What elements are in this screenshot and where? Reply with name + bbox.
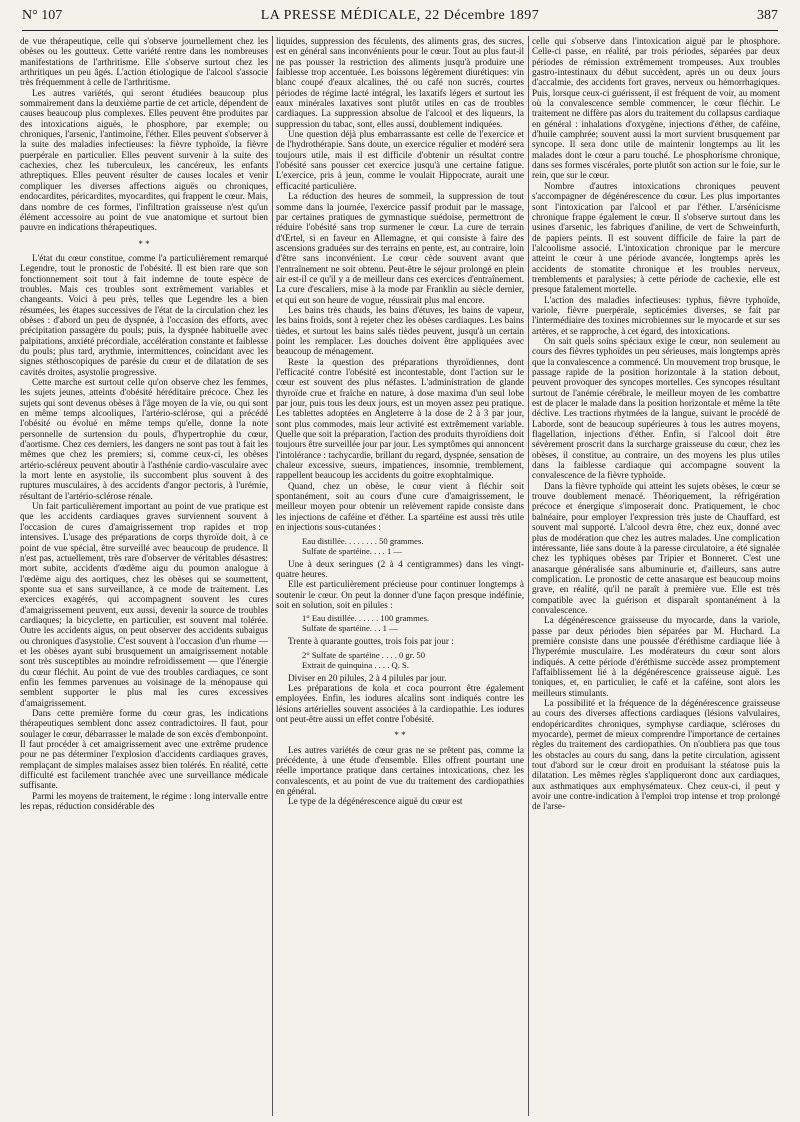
paragraph: Trente à quarante gouttes, trois fois par jour : (288, 636, 454, 647)
paragraph: Cette marche est surtout celle qu'on observe chez les femmes, les sujets jeunes, atteints d'obésité héréditaire précoce. Chez les sujets qui sont devenus obèses à l'âge moyen de la vie, ou qui sont en même temps alcooliques, l'artério-sclérose, qui a précédé l'obésité ou évolué en même temps qu'elle, donne la note personnelle de surtension du pouls, d'hypertrophie du cœur, d'aortisme. Chez ces derniers, les dangers ne sont pas tout à fait les mêmes que chez les premiers; si, comme ceux-ci, les obèses artério-scléreux peuvent aboutir à l'asthénie cardio-vasculaire avec la mort lente en asystolie, ils succombent plus souvent à des ruptures musculaires, à des accidents d'angor pectoris, à l'urémie, résultant de l'artério-sclérose rénale. (20, 377, 268, 501)
formula-line: Eau distillée. . . . . . . . 50 grammes. (302, 535, 424, 546)
paragraph: Parmi les moyens de traitement, le régime : long intervalle entre les repas, réduction considérable des (20, 790, 268, 812)
paragraph: Un fait particulièrement important au point de vue pratique est que les accidents cardiaques graves surviennent souvent à l'occasion de cures d'amaigrissement trop rapides et trop intensives. L'usage des préparations de corps thyroïde doit, à ce point de vue spécial, être surveillé avec beaucoup de prudence. Il n'est pas, actuellement, très rare d'observer de véritables désastres: mort subite, accidents d'œdème aigu du poumon analogue à l'œdème aigu des aortiques, chez les obèses qui se soumettent, sponte sua et sans surveillance, à ce mode de traitement. Les exercices exagérés, qui accompagnent souvent les cures d'amaigrissement peuvent, eux aussi, devenir la source de troubles cardiaques; la bicyclette, en particulier, est souvent mal tolérée. Outre les accidents aigus, on peut observer des accidents subaigus ou chroniques d'asystolie. C'est souvent à l'occasion d'un rhume — et les obèses ayant subi brusquement un amaigrissement notable sont très susceptibles au moindre refroidissement — que l'énergie du cœur fléchit. Au point de vue des troubles cardiaques, ce sont enfin les femmes parvenues au voisinage de la ménopause qui semblent supporter le plus mal les cures excessives d'amaigrissement. (20, 501, 268, 708)
column-1 (20, 36, 268, 1116)
paragraph: La possibilité et la fréquence de la dégénérescence graisseuse au cours des diverses affections cardiaques (lésions valvulaires, endopéricardites chroniques, symphyse cardiaque, scléroses du myocarde), permet de mieux comprendre l'importance de certaines règles du traitement des cardiopathies. On n'oubliera pas que tous les obstacles au cours du sang, dans la petite circulation, agissent tout d'abord sur le cœur droit en produisant la stéatose puis la dilatation. Les mêmes règles s'appliqueront donc aux cardiaques, aux asthmatiques aux emphysémateux. Chez ceux-ci, il peut y avoir une contre-indication à l'emploi trop intense et trop prolongé de l'arse- (532, 698, 780, 812)
paragraph: On sait quels soins spéciaux exige le cœur, non seulement au cours des fièvres typhoïdes un peu sérieuses, mais longtemps après que la convalescence a commencé. Un mouvement trop brusque, le passage rapide de la position horizontale à la station debout, peuvent provoquer des syncopes mortelles. Ces syncopes résultant surtout de l'anémie cérébrale, le meilleur moyen de les combattre est de placer le malade dans la position horizontale et même la tête déclive. Les tractions rhytmées de la langue, suivant le procédé de Laborde, sont de beaucoup supérieures à tous les autres moyens, flagellation, injections d'éther. Enfin, si l'alcool doit être sévèrement proscrit dans la surcharge graisseuse du cœur, chez les obèses, il constitue, au contraire, un des moyens les plus utiles dans la faiblesse cardiaque qui accompagne souvent la convalescence de la fièvre typhoïde. (532, 335, 780, 481)
column-3 (532, 36, 780, 1116)
section-separator: * * (394, 730, 406, 741)
paragraph: Diviser en 20 pilules, 2 à 4 pilules par jour. (288, 672, 447, 683)
formula-line: 2° Sulfate de spartéine . . . . 0 gr. 50 (302, 649, 426, 660)
issue-number: N° 107 (22, 8, 63, 23)
column-2 (276, 36, 524, 1116)
paragraph: Une question déjà plus embarrassante est celle de l'exercice et de l'hydrothérapie. Sans doute, un exercice régulier et modéré sera toujours utile, mais il est difficile d'obtenir un résultat contre l'obésité sans pousser cet exercice jusqu'à une certaine fatigue. L'exercice, pris à jeun, comme le voulait Hippocrate, aurait une efficacité particulière. (276, 129, 524, 191)
paragraph: La dégénérescence graisseuse du myocarde, dans la variole, passe par deux périodes bien séparées par M. Huchard. La première consiste dans une poussée d'éréthisme cardiaque liée à l'hyperémie musculaire. Les modérateurs du cœur sont alors indiqués. A cette période d'éréthisme succède assez promptement l'affaiblissement lié à la dégénérescence graisseuse aiguë. Les toniques, et, en particulier, le café et la caféine, sont alors les meilleurs stimulants. (532, 615, 780, 698)
formula-line: 1° Eau distillée. . . . . . 100 grammes. (302, 613, 430, 624)
paragraph: Nombre d'autres intoxications chroniques peuvent s'accompagner de dégénérescence du cœur. Les plus importantes sont l'intoxication par l'alcool et par l'éther. L'arsénicisme chronique frappe également le cœur. Il s'observe surtout dans les usines d'arsenic, les fabriques d'aniline, de vert de Schweinfurth, de papiers peints. Il est souvent difficile de faire la part de l'alcoolisme associé. L'intoxication chronique par le mercure atteint le cœur à une période avancée, longtemps après les accidents de stomatite chronique et les troubles nerveux, tremblements et paralysies; à cette période de cachexie, elle est presque fatalement mortelle. (532, 180, 780, 295)
paragraph: Le type de la dégénérescence aiguë du cœur est (288, 796, 463, 807)
paragraph: Dans la fièvre typhoïde qui atteint les sujets obèses, le cœur se trouve doublement menacé. Théoriquement, la réfrigération précoce et énergique s'imposerait donc. Pratiquement, le choc balnéaire, pour employer l'expression très juste de Chauffard, est souvent mal supporté. L'alcool devra être, chez eux, donné avec plus de modération que chez les autres malades. Une complication intéressante, liée sans doute à la paresse circulatoire, a été signalée chez les typhiques obèses par Tripier et Bonneret. C'est une anasarque généralisée sans albuminurie et, d'ailleurs, sans autre complication. Le pronostic de cette anasarque est beaucoup moins grave, en réalité, qu'il ne paraît à première vue. Elle est très compatible avec la guérison et disparaît spontanément à la convalescence. (532, 480, 780, 615)
formula-line: Sulfate de spartéine. . . . 1 — (302, 545, 402, 556)
paragraph: celle qui s'observe dans l'intoxication aiguë par le phosphore. Celle-ci passe, en réalité, par trois périodes, séparées par deux périodes de rémission extrêmement trompeuses. Aux troubles gastro-intestinaux du début succèdent, après un ou deux jours d'accalmie, des accidents fort graves, nerveux ou hémorrhagiques. Puis, lorsque ceux-ci guérissent, il est fréquent de voir, au moment où la convalescence semble commencer, le cœur fléchir. Le traitement ne diffère pas alors du traitement du collapsus cardiaque en général : inhalations d'oxygène, injections d'éther, de caféine, d'huile camphrée; souvent aussi la mort survient brusquement par syncope. Il sera donc utile de maintenir longtemps au lit les malades dont le cœur a paru touché. Le phosphorisme chronique, dans ses formes viscérales, porte plutôt son action sur le foie, sur le rein, que sur le cœur. (532, 36, 780, 181)
formula-line: Sulfate de spartéine. . . 1 — (302, 623, 398, 634)
section-separator: * * (138, 238, 150, 249)
paragraph: Reste la question des préparations thyroïdiennes, dont l'efficacité contre l'obésité est incontestable, dont l'action sur le cœur est souvent des plus néfastes. L'administration de glande thyroïde crue et fraîche en nature, à dose maxima d'un seul lobe par jour, puis tous les deux jours, est un moyen assez peu pratique. Les tablettes adoptées en Angleterre à la dose de 2 à 3 par jour, sont plus commodes, mais leur activité est extrêmement variable. Quelle que soit la préparation, l'action des produits thyroïdiens doit toujours être surveillée jour par jour. Les symptômes qui annoncent l'intolérance : tachycardie, brillant du regard, dyspnée, sensation de chaleur excessive, sueurs, impatiences, insomnie, tremblement, rappellent beaucoup les accidents du goitre exophtalmique. (276, 356, 524, 481)
article-body (20, 36, 780, 1116)
paragraph: Les autres variétés de cœur gras ne se prêtent pas, comme la précédente, à une étude d'ensemble. Elles offrent pourtant une réelle importance pratique dans certaines intoxications, chez les convalescents, et au point de vue du traitement des cardiopathies en général. (276, 744, 524, 796)
column-rule (272, 36, 273, 1116)
column-rule (528, 36, 529, 1116)
paragraph: Dans cette première forme du cœur gras, les indications thérapeutiques semblent donc assez contradictoires. Il faut, pour soulager le cœur, débarrasser le malade de son excès d'embonpoint. Il faut procéder à cet amaigrissement avec une extrême prudence pour ne pas déterminer l'explosion d'accidents cardiaques graves, remplaçant de simples malaises assez bien tolérés. En réalité, cette difficulté est facilement tranchée avec une surveillance médicale suffisante. (20, 708, 268, 791)
page-number: 387 (757, 8, 778, 23)
paragraph: Une à deux seringues (2 à 4 centigrammes) dans les vingt-quatre heures. (276, 558, 524, 579)
prescription-formula (302, 613, 524, 633)
paragraph: L'état du cœur constitue, comme l'a particulièrement remarqué Legendre, tout le pronostic de l'obésité. Il est bien rare que son fonctionnement soit tout à fait indemne de toute espèce de troubles. Mais ces troubles sont extrêmement variables et changeants. Voici à peu près, telles que Legendre les a bien résumées, les étapes successives de l'état de la circulation chez les obèses : d'abord un peu de dyspnée, à l'occasion des efforts, avec précipitation passagère du pouls; puis, la dyspnée habituelle avec palpitations, anxiété précordiale, accélération constante et faiblesse du pouls; plus tard, arythmie, intermittences, coïncidant avec les signes stéthoscopiques de parésie du cœur et de dilatation de ses cavités droites, asystolie progressive. (20, 252, 268, 377)
paragraph: La réduction des heures de sommeil, la suppression de tout somme dans la journée, l'exercice passif produit par le massage, par certaines pratiques de gymnastique suédoise, permettront de réduire l'obésité sans trop surmener le cœur. La cure de terrain d'Œrtel, si en faveur en Allemagne, et qui consiste à faire des ascensions graduées sur des terrains en pente, est, au contraire, loin d'être sans inconvénient. Le cœur cède souvent avant que l'entraînement ne soit obtenu. Peut-être le séjour prolongé en plein air est-il ce qu'il y a de meilleur dans ces exercices d'entraînement. La cure d'escaliers, mise à la mode par Franklin au siècle dernier, et qui eut son heure de vogue, réussirait plus mal encore. (276, 191, 524, 305)
journal-title: LA PRESSE MÉDICALE, 22 Décembre 1897 (260, 8, 540, 23)
paragraph: de vue thérapeutique, celle qui s'observe journellement chez les obèses ou les goutteux. Cette variété rentre dans les nombreuses manifestations de l'arthritisme. Elle s'observe surtout chez les arthritiques un peu âgés. L'action étiologique de l'alcool s'associe très fréquemment à celle de l'arthritisme. (20, 36, 268, 88)
prescription-formula (302, 536, 524, 556)
paragraph: L'action des maladies infectieuses: typhus, fièvre typhoïde, variole, fièvre puerpérale, septicémies diverses, se fait par l'intermédiaire des toxines microbiennes sur le myocarde et sur ses artères, et se rapproche, à cet égard, des intoxications. (532, 294, 780, 336)
paragraph: liquides, suppression des féculents, des aliments gras, des sucres, est en général sans inconvénients pour le cœur. Tout au plus faut-il ne pas pousser la restriction des aliments jusqu'à produire une faiblesse trop accentuée. Les boissons légèrement diurétiques: vin blanc coupé d'eaux alcalines, thé ou café non sucrés, courtes périodes de régime lacté intégral, les laxatifs légers et surtout les eaux minérales laxatives sont plutôt utiles en cas de troubles cardiaques. La suppression absolue de l'alcool et des liqueurs, la suppression du tabac, sont, elles aussi, doublement indiquées. (276, 36, 524, 129)
paragraph: Quand, chez un obèse, le cœur vient à fléchir soit spontanément, soit au cours d'une cure d'amaigrissement, le meilleur moyen pour obtenir un relèvement rapide consiste dans les injections de caféine et d'éther. La spartéine est aussi très utile en injections sous-cutanées : (276, 480, 524, 533)
formula-line: Extrait de quinquina . . . . Q. S. (302, 659, 409, 670)
paragraph: Les bains très chauds, les bains d'étuves, les bains de vapeur, les bains froids, sont à rejeter chez les obèses cardiaques. Les bains tièdes, et surtout les bains salés tièdes peuvent, jusqu'à un certain point les remplacer. Les douches doivent être appliquées avec beaucoup de ménagement. (276, 304, 524, 357)
page-header (22, 6, 778, 31)
paragraph: Elle est particulièrement précieuse pour continuer longtemps à soutenir le cœur. On peut la donner d'une façon presque indéfinie, soit en solution, soit en pilules : (276, 579, 524, 610)
paragraph: Les autres variétés, qui seront étudiées beaucoup plus sommairement dans la deuxième partie de cet article, dépendent de causes beaucoup plus complexes. Elles peuvent être produites par des intoxications aiguës, le phosphore, par exemple; ou chroniques, l'arsenic, l'antimoine, l'éther. Elles peuvent s'observer à la suite des maladies infectieuses: la fièvre typhoïde, la fièvre puerpérale en particulier. Elles peuvent survenir à la suite des cachexies, chez les tuberculeux, les cancéreux, les enfants athreptiques. Elles peuvent résulter de causes locales et venir compliquer les diverses affections aiguës ou chroniques, endocardites, péricardites, myocardites, qui frappent le cœur. Mais, dans nombre de ces formes, l'infiltration graisseuse n'est qu'un élément accessoire au point de vue anatomique et surtout bien pauvre en indications thérapeutiques. (20, 87, 268, 233)
prescription-formula (302, 650, 524, 670)
paragraph: Les préparations de kola et coca pourront être également employées. Enfin, les iodures alcalins sont indiqués contre les lésions artérielles souvent associées à la cardiopathie. Les iodures ont peut-être aussi un effet contre l'obésité. (276, 682, 524, 724)
